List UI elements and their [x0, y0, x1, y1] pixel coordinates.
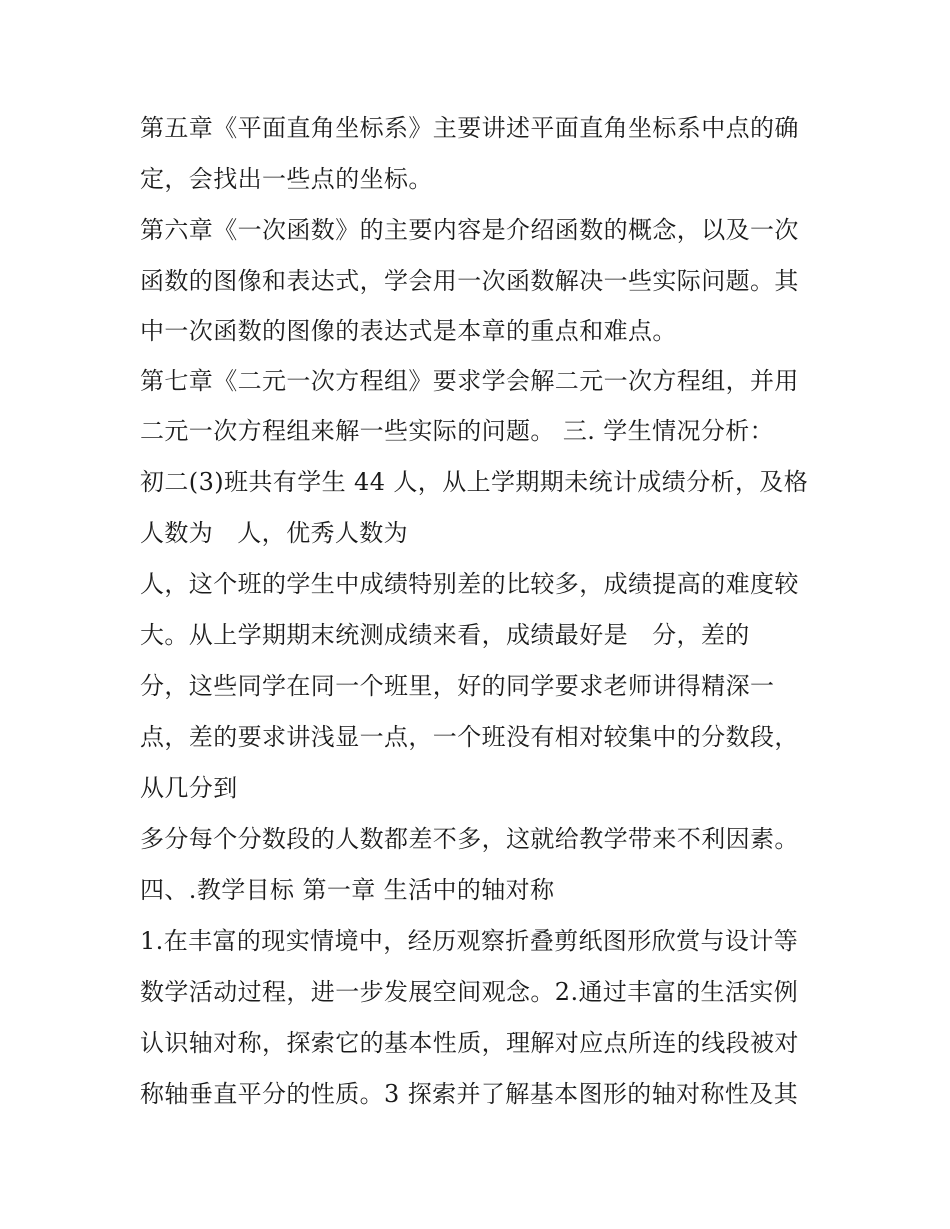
text-line: 从几分到 — [140, 774, 238, 802]
text-line: 第七章《二元一次方程组》要求学会解二元一次方程组，并用 — [140, 367, 799, 395]
text-line: 1.在丰富的现实情境中，经历观察折叠剪纸图形欣赏与设计等 — [140, 927, 799, 955]
text-line: 数学活动过程，进一步发展空间观念。2.通过丰富的生活实例 — [140, 978, 799, 1006]
text-line: 分，这些同学在同一个班里，好的同学要求老师讲得精深一 — [140, 672, 775, 700]
text-line: 初二(3)班共有学生 44 人，从上学期期未统计成绩分析，及格 — [140, 468, 809, 496]
text-line: 大。从上学期期末统测成绩来看，成绩最好是 分，差的 — [140, 621, 750, 649]
text-line: 二元一次方程组来解一些实际的问题。 三. 学生情况分析： — [140, 417, 775, 445]
text-line: 人数为 人，优秀人数为 — [140, 519, 409, 547]
text-line: 多分每个分数段的人数都差不多，这就给教学带来不利因素。 — [140, 825, 799, 853]
text-line: 人，这个班的学生中成绩特别差的比较多，成绩提高的难度较 — [140, 570, 799, 598]
text-line: 点，差的要求讲浅显一点，一个班没有相对较集中的分数段， — [140, 723, 799, 751]
text-line: 称轴垂直平分的性质。3 探索并了解基本图形的轴对称性及其 — [140, 1080, 799, 1108]
text-line: 第六章《一次函数》的主要内容是介绍函数的概念，以及一次 — [140, 216, 799, 244]
text-line: 定，会找出一些点的坐标。 — [140, 165, 433, 193]
text-line: 第五章《平面直角坐标系》主要讲述平面直角坐标系中点的确 — [140, 114, 799, 142]
text-line: 认识轴对称，探索它的基本性质，理解对应点所连的线段被对 — [140, 1029, 799, 1057]
text-line: 函数的图像和表达式，学会用一次函数解决一些实际问题。其 — [140, 267, 799, 295]
text-line: 四、.教学目标 第一章 生活中的轴对称 — [140, 876, 555, 904]
text-line: 中一次函数的图像的表达式是本章的重点和难点。 — [140, 317, 677, 345]
